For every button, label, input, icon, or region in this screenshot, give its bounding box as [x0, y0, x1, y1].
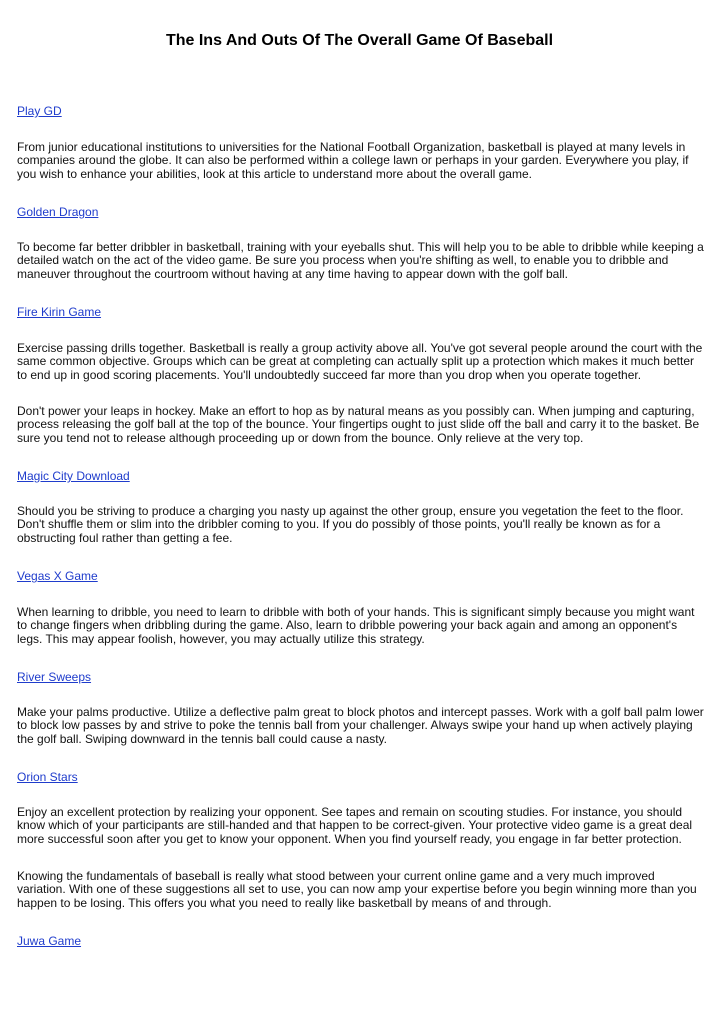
link-golden-dragon[interactable]: Golden Dragon: [17, 205, 99, 219]
page-title: The Ins And Outs Of The Overall Game Of Baseball: [165, 32, 554, 49]
link-vegas-x-game[interactable]: Vegas X Game: [17, 569, 98, 583]
link-fire-kirin-game[interactable]: Fire Kirin Game: [17, 305, 102, 319]
link-juwa-game[interactable]: Juwa Game: [17, 934, 82, 948]
link-play-gd[interactable]: Play GD: [17, 104, 62, 118]
paragraph-6: When learning to dribble, you need to learn to dribble with both of your hands. This is significant simply because you might want to change fingers when dribbling during the game. Also, learn to dribble powering your back again and among an opponent's legs. This may appear foolish, however, you may actually utilize this strategy.: [17, 605, 695, 646]
paragraph-4: Don't power your leaps in hockey. Make an effort to hop as by natural means as you possibly can. When jumping and capturing, process releasing the golf ball at the top of the bounce. Your fingertips ought to just slide off the ball and carry it to the basket. Be sure you tend not to release although proceeding up or down from the bounce. Only relieve at the very top.: [17, 404, 700, 445]
paragraph-5: Should you be striving to produce a charging you nasty up against the other group, ensure you vegetation the feet to the floor. Don't shuffle them or slim into the dribbler coming to you. If you do possibly of those points, you'll really be known as for a obstructing foul rather than getting a fee.: [17, 504, 684, 545]
paragraph-2: To become far better dribbler in basketball, training with your eyeballs shut. This will help you to be able to dribble while keeping a detailed watch on the act of the video game. Be sure you process when you're shifting as well, to enable you to dribble and maneuver throughout the courtroom without having at any time having to appear down with the golf ball.: [17, 240, 704, 281]
link-river-sweeps[interactable]: River Sweeps: [17, 670, 92, 684]
link-orion-stars[interactable]: Orion Stars: [17, 770, 78, 784]
paragraph-3: Exercise passing drills together. Basketball is really a group activity above all. You've got several people around the court with the same common objective. Groups which can be great at completing can actually split up a protection which makes it much better to end up in good scoring placements. You'll undoubtedly succeed far more than you drop when you operate together.: [17, 341, 703, 382]
paragraph-7: Make your palms productive. Utilize a deflective palm great to block photos and intercept passes. Work with a golf ball palm lower to block low passes by and strive to poke the tennis ball from your challenger. Always swipe your hand up when actively playing the golf ball. Swiping downward in the tennis ball could cause a nasty.: [17, 705, 704, 746]
paragraph-1: From junior educational institutions to universities for the National Football Organization, basketball is played at many levels in companies around the globe. It can also be performed within a college lawn or perhaps in your garden. Everywhere you play, if you wish to enhance your abilities, look at this article to understand more about the overall game.: [17, 140, 689, 181]
paragraph-8: Enjoy an excellent protection by realizing your opponent. See tapes and remain on scouting studies. For instance, you should know which of your participants are still-handed and that happen to be correct-given. Your protective video game is a great deal more successful soon after you get to know your opponent. When you find yourself ready, you engage in far better protection.: [17, 805, 693, 846]
link-magic-city-download[interactable]: Magic City Download: [17, 469, 130, 483]
paragraph-9: Knowing the fundamentals of baseball is really what stood between your current online game and a very much improved variation. With one of these suggestions all set to use, you can now amp your expertise before you begin winning more than you happen to be losing. This offers you what you need to really like basketball by means of and through.: [17, 869, 697, 910]
